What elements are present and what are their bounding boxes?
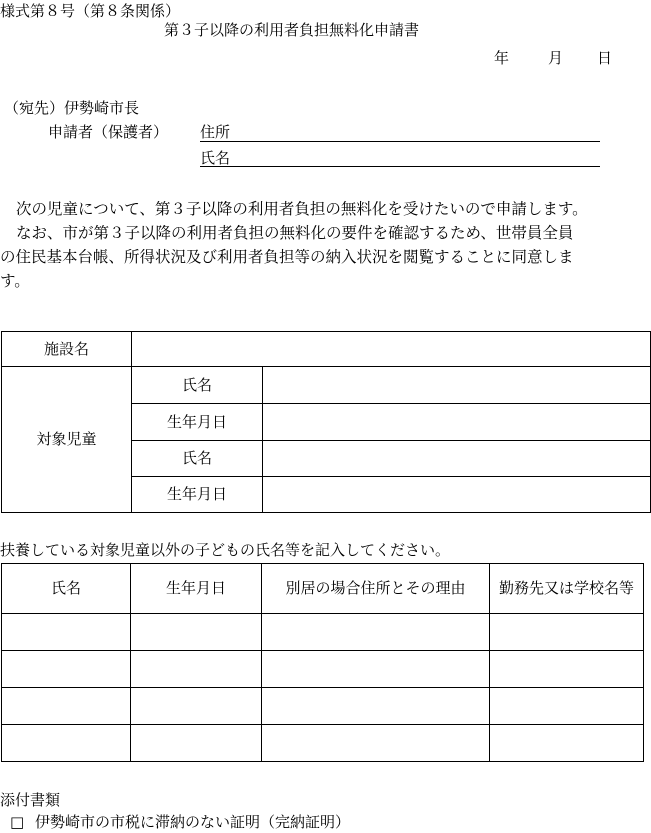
address-field[interactable] xyxy=(200,141,600,142)
header-separate-address: 別居の場合住所とその理由 xyxy=(262,564,490,614)
dependent-address-input[interactable] xyxy=(262,725,490,762)
dependent-dob-input[interactable] xyxy=(131,688,262,725)
dependent-dob-input[interactable] xyxy=(131,725,262,762)
child1-name-input[interactable] xyxy=(263,367,651,404)
applicant-name-label: 氏名 xyxy=(200,149,231,167)
header-dob: 生年月日 xyxy=(131,564,262,614)
child2-name-label: 氏名 xyxy=(132,441,263,477)
dependent-name-input[interactable] xyxy=(2,725,131,762)
child2-dob-label: 生年月日 xyxy=(132,477,263,513)
document-title: 第３子以降の利用者負担無料化申請書 xyxy=(164,21,420,39)
dependent-workplace-input[interactable] xyxy=(490,688,644,725)
dependent-workplace-input[interactable] xyxy=(490,725,644,762)
dependent-address-input[interactable] xyxy=(262,688,490,725)
statement-line-3: の住民基本台帳、所得状況及び利用者負担等の納入状況を閲覧することに同意しま xyxy=(0,248,574,266)
statement-line-2: なお、市が第３子以降の利用者負担の無料化の要件を確認するため、世帯員全員 xyxy=(16,224,574,242)
table-row xyxy=(2,688,644,725)
dependent-workplace-input[interactable] xyxy=(490,614,644,651)
child1-dob-label: 生年月日 xyxy=(132,404,263,441)
child-info-table xyxy=(1,331,651,513)
dependent-name-input[interactable] xyxy=(2,651,131,688)
facility-input[interactable] xyxy=(132,332,651,367)
facility-label: 施設名 xyxy=(2,332,132,367)
dependent-address-input[interactable] xyxy=(262,651,490,688)
attachment-item xyxy=(10,815,350,830)
dependent-name-input[interactable] xyxy=(2,614,131,651)
date-day-label: 日 xyxy=(597,49,613,67)
date-month-label: 月 xyxy=(548,49,564,67)
dependent-dob-input[interactable] xyxy=(131,651,262,688)
table-row xyxy=(2,614,644,651)
dependent-workplace-input[interactable] xyxy=(490,651,644,688)
attachment-checkbox[interactable]: □ xyxy=(10,813,25,831)
applicant-label: 申請者（保護者） xyxy=(48,123,169,141)
dependent-address-input[interactable] xyxy=(262,614,490,651)
request-statement xyxy=(0,197,640,293)
statement-line-4: す。 xyxy=(0,272,30,290)
attachment-label: 伊勢崎市の市税に滞納のない証明（完納証明） xyxy=(34,813,350,831)
header-name: 氏名 xyxy=(2,564,131,614)
table-row xyxy=(2,651,644,688)
form-number: 様式第８号（第８条関係） xyxy=(0,2,181,20)
target-child-label: 対象児童 xyxy=(2,367,132,513)
child1-name-label: 氏名 xyxy=(132,367,263,404)
date-year-label: 年 xyxy=(494,49,510,67)
dependents-caption: 扶養している対象児童以外の子どもの氏名等を記入してください。 xyxy=(0,541,451,559)
attachments-heading: 添付書類 xyxy=(0,791,61,809)
statement-line-1: 次の児童について、第３子以降の利用者負担の無料化を受けたいので申請します。 xyxy=(16,200,588,218)
header-workplace-school: 勤務先又は学校名等 xyxy=(490,564,644,614)
child2-dob-input[interactable] xyxy=(263,477,651,513)
dependent-dob-input[interactable] xyxy=(131,614,262,651)
child1-dob-input[interactable] xyxy=(263,404,651,441)
dependents-table xyxy=(1,563,644,762)
addressee: （宛先）伊勢崎市長 xyxy=(4,99,140,117)
applicant-name-field[interactable] xyxy=(200,166,600,167)
address-label: 住所 xyxy=(200,123,231,141)
child2-name-input[interactable] xyxy=(263,441,651,477)
dependent-name-input[interactable] xyxy=(2,688,131,725)
table-row xyxy=(2,725,644,762)
